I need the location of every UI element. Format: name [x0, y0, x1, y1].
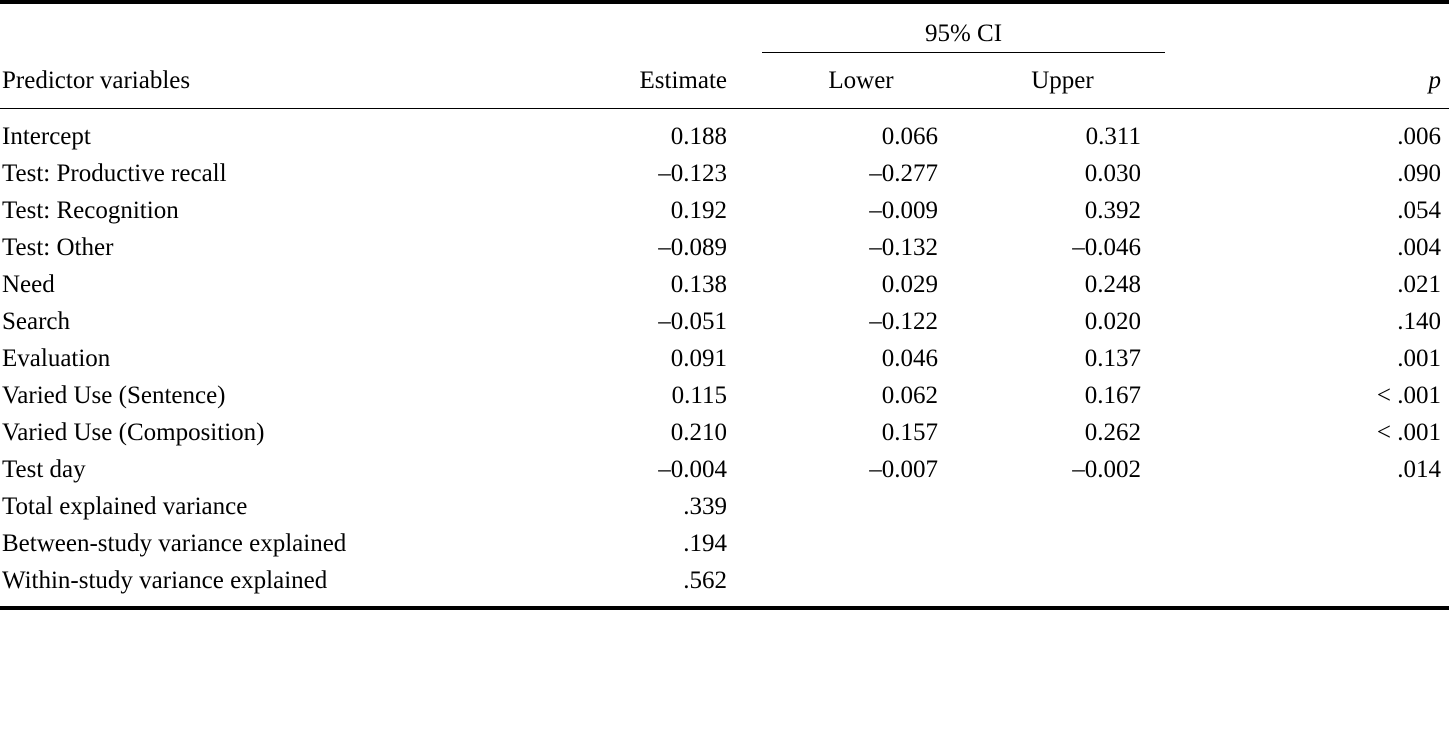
table-row — [0, 525, 1449, 562]
row-ci-lower — [762, 562, 960, 607]
row-ci-upper: 0.137 — [1084, 345, 1141, 372]
row-ci-upper: 0.392 — [1084, 197, 1141, 224]
empty-cell — [1165, 303, 1251, 340]
row-p-value: .004 — [1397, 234, 1441, 261]
row-p-value — [1251, 562, 1449, 607]
empty-cell — [0, 4, 487, 53]
table-row — [0, 377, 1449, 414]
header-upper: Upper — [1031, 67, 1094, 94]
row-estimate: 0.115 — [671, 382, 727, 409]
row-label: Test: Productive recall — [2, 160, 227, 187]
row-ci-upper: 0.248 — [1084, 271, 1141, 298]
row-p-value — [1251, 525, 1449, 562]
row-ci-lower: –0.009 — [869, 197, 938, 224]
row-estimate: 0.210 — [670, 419, 727, 446]
row-p-value: .014 — [1397, 456, 1441, 483]
ci-group-header-row — [0, 4, 1449, 53]
empty-cell — [1165, 414, 1251, 451]
table-row — [0, 414, 1449, 451]
row-label: Need — [2, 271, 55, 298]
empty-cell — [1165, 266, 1251, 303]
header-estimate: Estimate — [639, 67, 727, 94]
row-ci-upper: –0.002 — [1072, 456, 1141, 483]
row-p-value: .006 — [1397, 123, 1441, 150]
table-row — [0, 192, 1449, 229]
row-label: Intercept — [2, 123, 91, 150]
row-label: Varied Use (Sentence) — [2, 382, 226, 409]
header-lower: Lower — [828, 67, 894, 94]
row-ci-lower: –0.122 — [869, 308, 938, 335]
empty-cell — [1165, 340, 1251, 377]
ci-group-label: 95% CI — [924, 20, 1003, 47]
row-estimate: –0.051 — [658, 308, 727, 335]
table-row — [0, 562, 1449, 607]
row-estimate: –0.004 — [658, 456, 727, 483]
table-row — [0, 340, 1449, 377]
row-ci-lower — [762, 488, 960, 525]
row-p-value: .054 — [1397, 197, 1441, 224]
table-row — [0, 266, 1449, 303]
row-ci-lower: 0.066 — [881, 123, 938, 150]
row-ci-lower: –0.007 — [869, 456, 938, 483]
row-ci-upper: 0.167 — [1084, 382, 1141, 409]
row-p-value: < .001 — [1376, 419, 1441, 446]
row-ci-lower: –0.132 — [869, 234, 938, 261]
row-estimate: –0.123 — [658, 160, 727, 187]
empty-cell — [1165, 192, 1251, 229]
row-p-value: .001 — [1397, 345, 1441, 372]
row-label: Total explained variance — [2, 493, 248, 520]
row-label: Varied Use (Composition) — [2, 419, 265, 446]
table-row — [0, 488, 1449, 525]
row-p-value: .090 — [1397, 160, 1441, 187]
row-p-value: .140 — [1397, 308, 1441, 335]
header-predictor: Predictor variables — [2, 67, 191, 94]
header-p-value: p — [1428, 67, 1441, 94]
row-label: Test: Other — [2, 234, 114, 261]
row-ci-lower — [762, 525, 960, 562]
row-ci-upper: –0.046 — [1072, 234, 1141, 261]
empty-cell — [1165, 4, 1251, 53]
row-estimate: 0.192 — [670, 197, 727, 224]
row-label: Evaluation — [2, 345, 111, 372]
row-label: Between-study variance explained — [2, 530, 347, 557]
row-ci-lower: –0.277 — [869, 160, 938, 187]
table-row — [0, 155, 1449, 192]
row-p-value: .021 — [1397, 271, 1441, 298]
table-row — [0, 229, 1449, 266]
row-label: Search — [2, 308, 71, 335]
row-ci-upper: 0.262 — [1084, 419, 1141, 446]
row-p-value: < .001 — [1376, 382, 1441, 409]
row-ci-upper — [960, 562, 1165, 607]
row-ci-upper — [960, 488, 1165, 525]
row-ci-upper: 0.020 — [1084, 308, 1141, 335]
row-estimate: –0.089 — [658, 234, 727, 261]
table-row — [0, 451, 1449, 488]
empty-cell — [1251, 4, 1449, 53]
table-header-row — [0, 53, 1449, 109]
row-ci-lower: 0.029 — [881, 271, 938, 298]
row-ci-upper — [960, 525, 1165, 562]
row-ci-lower: 0.157 — [881, 419, 938, 446]
empty-cell — [1165, 53, 1251, 109]
row-p-value — [1251, 488, 1449, 525]
empty-cell — [1165, 377, 1251, 414]
empty-cell — [1165, 488, 1251, 525]
row-ci-lower: 0.046 — [881, 345, 938, 372]
row-ci-upper: 0.311 — [1085, 123, 1141, 150]
empty-cell — [487, 4, 762, 53]
row-estimate: .194 — [683, 530, 727, 557]
row-estimate: 0.091 — [670, 345, 727, 372]
row-estimate: .562 — [683, 567, 727, 594]
table-row — [0, 109, 1449, 156]
row-estimate: 0.138 — [670, 271, 727, 298]
empty-cell — [1165, 451, 1251, 488]
table-bottom-rule — [0, 607, 1449, 609]
empty-cell — [1165, 562, 1251, 607]
row-label: Within-study variance explained — [2, 567, 328, 594]
empty-cell — [1165, 109, 1251, 156]
row-estimate: .339 — [683, 493, 727, 520]
row-estimate: 0.188 — [670, 123, 727, 150]
row-ci-lower: 0.062 — [881, 382, 938, 409]
row-label: Test: Recognition — [2, 197, 179, 224]
empty-cell — [1165, 229, 1251, 266]
table-body — [0, 109, 1449, 607]
empty-cell — [1165, 525, 1251, 562]
table-row — [0, 303, 1449, 340]
row-label: Test day — [2, 456, 86, 483]
row-ci-upper: 0.030 — [1084, 160, 1141, 187]
empty-cell — [1165, 155, 1251, 192]
